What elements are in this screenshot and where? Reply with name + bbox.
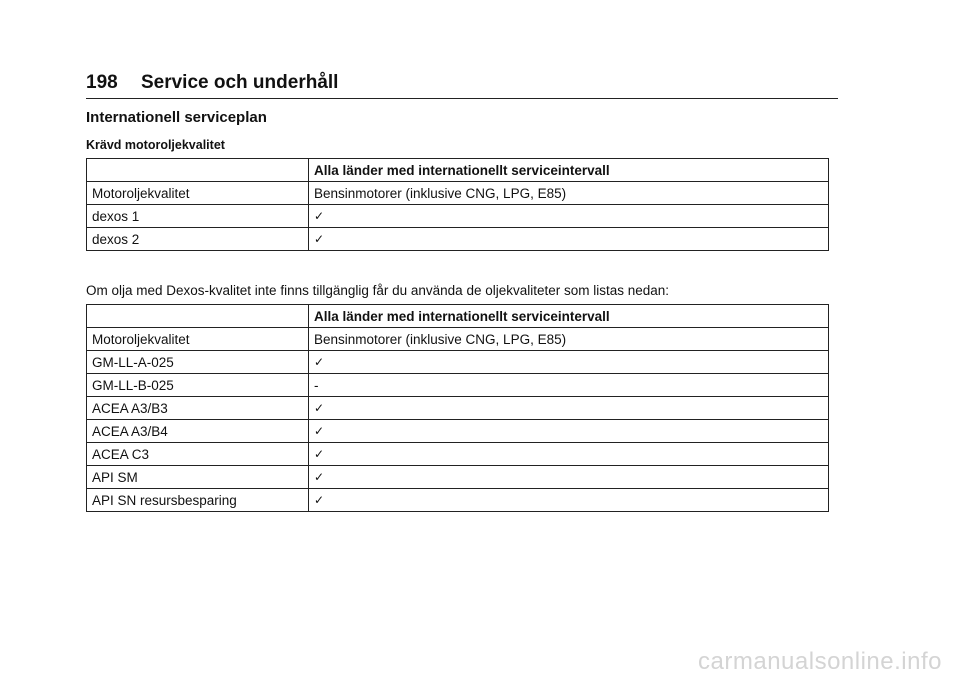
- page-header: [86, 68, 838, 99]
- oil-quality-cell: Motoroljekvalitet: [87, 328, 309, 351]
- oil-quality-cell: ACEA A3/B3: [87, 397, 309, 420]
- table-row: [87, 489, 829, 512]
- checkmark-icon: ✓: [309, 351, 829, 374]
- page-number: 198: [86, 72, 118, 93]
- table-header-row: [87, 305, 829, 328]
- table-row: [87, 466, 829, 489]
- oil-quality-cell: Motoroljekvalitet: [87, 182, 309, 205]
- engine-type-cell: Bensinmotorer (inklusive CNG, LPG, E85): [309, 182, 829, 205]
- checkmark-icon: ✓: [309, 466, 829, 489]
- oil-quality-cell: API SM: [87, 466, 309, 489]
- table-header-cell: [87, 305, 309, 328]
- oil-quality-cell: dexos 2: [87, 228, 309, 251]
- oil-quality-table-dexos: [86, 158, 829, 251]
- section-title: Internationell serviceplan: [86, 109, 267, 126]
- checkmark-icon: ✓: [309, 205, 829, 228]
- oil-quality-table-alternatives: [86, 304, 829, 512]
- oil-quality-cell: GM-LL-B-025: [87, 374, 309, 397]
- checkmark-icon: ✓: [309, 228, 829, 251]
- subsection-title: Krävd motoroljekvalitet: [86, 138, 225, 152]
- oil-quality-cell: ACEA A3/B4: [87, 420, 309, 443]
- checkmark-icon: ✓: [309, 443, 829, 466]
- table-header-cell: Alla länder med internationellt serviceintervall: [309, 305, 829, 328]
- table-row: [87, 205, 829, 228]
- table-row: [87, 443, 829, 466]
- table-row: [87, 182, 829, 205]
- checkmark-icon: ✓: [309, 420, 829, 443]
- checkmark-icon: ✓: [309, 397, 829, 420]
- header-title: Service och underhåll: [140, 72, 339, 93]
- watermark: carmanualsonline.info: [698, 648, 942, 675]
- table-header-cell: [87, 159, 309, 182]
- oil-quality-cell: API SN resursbesparing: [87, 489, 309, 512]
- table-row: [87, 351, 829, 374]
- oil-quality-cell: GM-LL-A-025: [87, 351, 309, 374]
- engine-type-cell: Bensinmotorer (inklusive CNG, LPG, E85): [309, 328, 829, 351]
- oil-quality-cell: ACEA C3: [87, 443, 309, 466]
- table-header-cell: Alla länder med internationellt serviceintervall: [309, 159, 829, 182]
- table-row: [87, 374, 829, 397]
- table-row: [87, 228, 829, 251]
- alternative-oil-paragraph: Om olja med Dexos-kvalitet inte finns tillgänglig får du använda de oljekvaliteter som listas nedan:: [86, 283, 670, 298]
- table-row: [87, 397, 829, 420]
- table-row: [87, 420, 829, 443]
- table-header-row: [87, 159, 829, 182]
- oil-quality-cell: dexos 1: [87, 205, 309, 228]
- table-row: [87, 328, 829, 351]
- checkmark-icon: ✓: [309, 489, 829, 512]
- not-applicable-cell: -: [309, 374, 829, 397]
